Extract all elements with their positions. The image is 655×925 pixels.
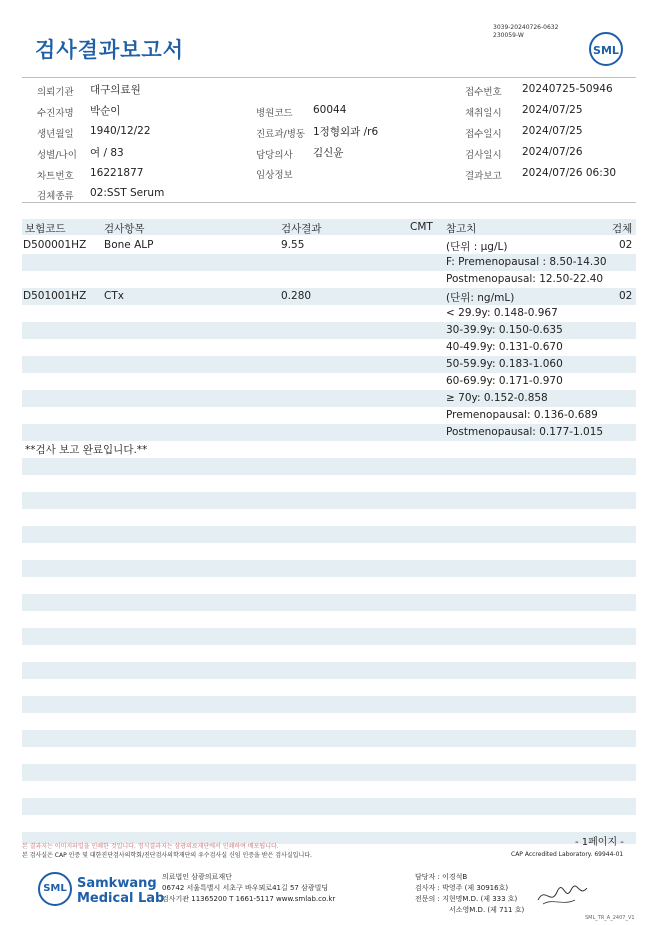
page-title: 검사결과보고서 [35, 38, 185, 62]
header-result: 검사결과 [281, 223, 322, 235]
row-code: D500001HZ [23, 239, 87, 251]
print-notice: 본 결과지는 이미지파일을 인쇄한 것입니다. 정식결과지는 삼광의료재단에서 인쇄하여 배포됩니다. [22, 843, 279, 850]
row-band [22, 458, 636, 475]
row-ref: 60-69.9y: 0.171-0.970 [446, 375, 563, 387]
receipt-no-value: 20240725-50946 [522, 83, 613, 95]
staff-line: 전문의 : 지현명M.D. (제 333 호) [415, 895, 518, 903]
birth-value: 1940/12/22 [90, 125, 151, 137]
receive-date-label: 접수일시 [465, 129, 502, 140]
test-date-label: 검사일시 [465, 150, 502, 161]
sex-age-label: 성별/나이 [37, 150, 77, 161]
row-ref: 40-49.9y: 0.131-0.670 [446, 341, 563, 353]
accreditation-notice: 본 검사실은 CAP 인증 및 대한진단검사의학회/진단검사의학재단의 우수검사실 신임 인증을 받은 검사실입니다. [22, 852, 312, 859]
row-result: 0.280 [281, 290, 312, 302]
hospital-code-value: 60044 [313, 104, 347, 116]
row-ref: Postmenopausal: 12.50-22.40 [446, 273, 604, 285]
samkwang-logo-icon: SML [38, 872, 72, 906]
document-id-line-1: 3039-20240726-0632 [493, 24, 559, 31]
row-specimen: 02 [619, 290, 633, 302]
row-band [22, 526, 636, 543]
row-code: D501001HZ [23, 290, 87, 302]
collect-date-value: 2024/07/25 [522, 104, 583, 116]
row-ref: F: Premenopausal : 8.50-14.30 [446, 256, 607, 268]
row-ref: < 29.9y: 0.148-0.967 [446, 307, 558, 319]
row-band [22, 628, 636, 645]
row-band [22, 492, 636, 509]
lab-name-line-1: Samkwang [77, 876, 157, 891]
header-specimen: 검체 [612, 223, 633, 235]
cap-accreditation: CAP Accredited Laboratory. 69944-01 [511, 851, 624, 858]
chart-no-value: 16221877 [90, 167, 144, 179]
row-ref: Postmenopausal: 0.177-1.015 [446, 426, 604, 438]
row-band [22, 798, 636, 815]
staff-line: 검사자 : 박영주 (제 30916호) [415, 884, 509, 892]
row-ref: (단위 : μg/L) [446, 241, 508, 253]
row-result: 9.55 [281, 239, 305, 251]
page-number: - 1페이지 - [575, 837, 624, 848]
hospital-code-label: 병원코드 [256, 108, 293, 119]
signature-icon [535, 880, 590, 908]
report-date-value: 2024/07/26 06:30 [522, 167, 617, 179]
hospital-value: 대구의료원 [90, 84, 141, 96]
row-ref: 50-59.9y: 0.183-1.060 [446, 358, 563, 370]
row-ref: ≥ 70y: 0.152-0.858 [446, 392, 548, 404]
row-ref: Premenopausal: 0.136-0.689 [446, 409, 598, 421]
name-value: 박순이 [90, 105, 121, 117]
divider [22, 77, 636, 78]
org-contact: 검사기관 11365200 T 1661-5117 www.smlab.co.kr [162, 895, 336, 903]
header-code: 보험코드 [25, 223, 66, 235]
row-band [22, 764, 636, 781]
header-cmt: CMT [410, 221, 433, 233]
row-band [22, 560, 636, 577]
divider [22, 202, 636, 203]
sex-age-value: 여 / 83 [90, 147, 124, 159]
row-band [22, 594, 636, 611]
staff-line: 서소영M.D. (제 711 호) [449, 906, 525, 914]
specimen-label: 검체종류 [37, 191, 74, 202]
row-item: Bone ALP [104, 239, 154, 251]
test-date-value: 2024/07/26 [522, 146, 583, 158]
lab-name [77, 876, 164, 906]
doctor-value: 김신윤 [313, 147, 344, 159]
lab-name-line-2: Medical Lab [77, 891, 165, 906]
row-ref: (단위: ng/mL) [446, 292, 515, 304]
row-band [22, 730, 636, 747]
receive-date-value: 2024/07/25 [522, 125, 583, 137]
collect-date-label: 채취일시 [465, 108, 502, 119]
receipt-no-label: 접수번호 [465, 87, 502, 98]
chart-no-label: 차트번호 [37, 171, 74, 182]
hospital-label: 의뢰기관 [37, 87, 74, 98]
sml-logo: SML [589, 32, 623, 66]
row-band [22, 662, 636, 679]
header-item: 검사항목 [104, 223, 145, 235]
row-ref: 30-39.9y: 0.150-0.635 [446, 324, 563, 336]
row-band [22, 696, 636, 713]
dept-value: 1정형외과 /r6 [313, 126, 379, 138]
name-label: 수진자명 [37, 108, 74, 119]
document-id [493, 24, 558, 40]
document-id-line-2: 230059-W [493, 32, 524, 39]
org-address: 06742 서울특별시 서초구 바우뫼로41길 57 삼광빌딩 [162, 884, 329, 892]
staff-line: 담당자 : 이경석B [415, 873, 468, 881]
form-version: SML_TR_A_2407_V1 [585, 915, 635, 921]
doctor-label: 담당의사 [256, 150, 293, 161]
birth-label: 생년월일 [37, 129, 74, 140]
row-item: CTx [104, 290, 124, 302]
report-date-label: 결과보고 [465, 171, 502, 182]
dept-label: 진료과/병동 [256, 129, 306, 140]
org-name: 의료법인 삼광의료재단 [162, 873, 232, 881]
specimen-value: 02:SST Serum [90, 187, 165, 199]
row-specimen: 02 [619, 239, 633, 251]
clinical-label: 임상정보 [256, 170, 293, 181]
completion-note: **검사 보고 완료입니다.** [25, 444, 148, 456]
header-ref: 참고치 [446, 223, 477, 235]
